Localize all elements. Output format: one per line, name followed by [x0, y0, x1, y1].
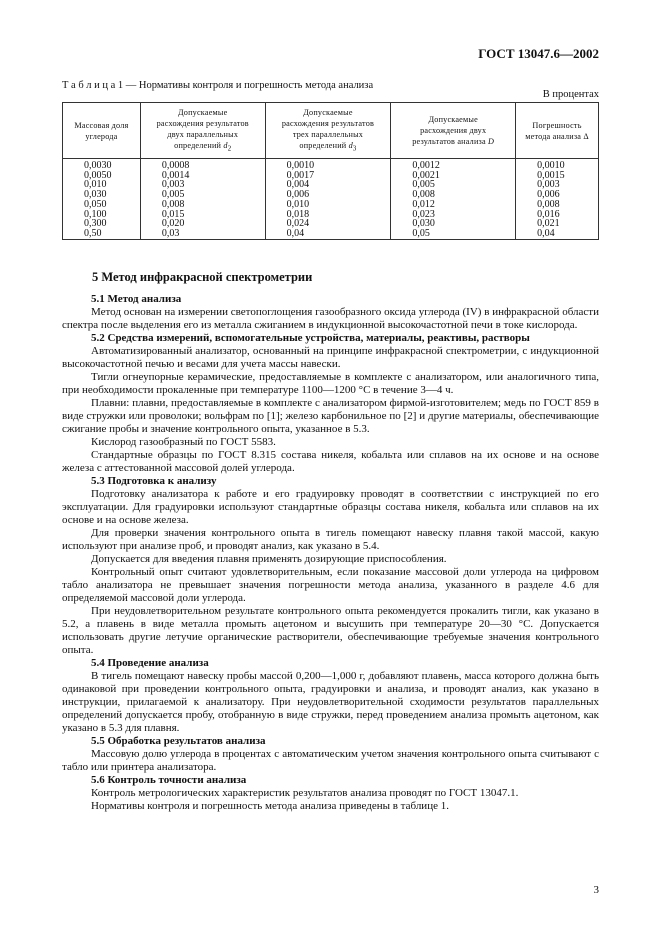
subsection-heading: 5.4 Проведение анализа: [91, 657, 209, 669]
table-cell: 0,016: [516, 210, 599, 220]
table-cell: 0,008: [140, 200, 265, 210]
table-cell: 0,015: [140, 210, 265, 220]
subsection-heading: 5.3 Подготовка к анализу: [91, 475, 217, 487]
paragraph: Для проверки значения контрольного опыта в тигель помещают навеску плавня такой массой, какую используют при анализе проб, и проводят анализ, как указано в 5.4.: [62, 527, 599, 552]
table-cell: 0,006: [265, 190, 391, 200]
table-row: [63, 159, 599, 171]
table-cell: 0,005: [140, 190, 265, 200]
paragraph: Контрольный опыт считают удовлетворительным, если показание массовой доли углерода на цифровом табло анализатора не превышает значения погрешности метода анализа, указанного в разделе 4.6 для определяемой массовой доли углерода.: [62, 566, 599, 604]
table-cell: 0,0014: [140, 171, 265, 181]
paragraph: Стандартные образцы по ГОСТ 8.315 состава никеля, кобальта или сплавов на их основе и на основе железа с аттестованной массовой долей углерода.: [62, 449, 599, 474]
table-cell: 0,050: [63, 200, 141, 210]
norms-table: [62, 102, 599, 240]
table-cell: 0,03: [140, 229, 265, 239]
table-cell: 0,04: [265, 229, 391, 239]
table-cell: 0,0030: [63, 159, 141, 171]
paragraph: Автоматизированный анализатор, основанный на принципе инфракрасной спектрометрии, с индукционной высокочастотной печью и весами для учета массы навески.: [62, 345, 599, 370]
paragraph: Контроль метрологических характеристик результатов анализа проводят по ГОСТ 13047.1.: [91, 787, 519, 799]
table-cell: 0,008: [516, 200, 599, 210]
table-cell: 0,020: [140, 219, 265, 229]
paragraph: В тигель помещают навеску пробы массой 0,200—1,000 г, добавляют плавень, масса которого должна быть одинаковой при проведении контрольного опыта, градуировки и анализа, и проводят анализ, как указано в инструкции, прилагаемой к анализатору. При неудовлетворительной сходимости результатов параллельных определений допускается пробу, отобранную в виде стружки, перед проведением анализа промыть ацетоном, как указано в 5.3 для плавня.: [62, 670, 599, 734]
table-row: [63, 210, 599, 220]
column-header: Массовая доля углерода: [63, 103, 141, 159]
table-cell: 0,030: [63, 190, 141, 200]
table-cell: 0,024: [265, 219, 391, 229]
table-cell: 0,05: [391, 229, 516, 239]
section-title: 5 Метод инфракрасной спектрометрии: [92, 270, 313, 284]
column-header: Допускаемые расхождения двух результатов анализа D: [391, 103, 516, 159]
table-body: [63, 159, 599, 240]
table-row: [63, 180, 599, 190]
column-header: Погрешность метода анализа Δ: [516, 103, 599, 159]
table-cell: 0,0015: [516, 171, 599, 181]
table-row: [63, 190, 599, 200]
table-cell: 0,005: [391, 180, 516, 190]
section-body: [62, 293, 599, 813]
table-cell: 0,0008: [140, 159, 265, 171]
subsection-heading: 5.6 Контроль точности анализа: [91, 774, 247, 786]
table-cell: 0,008: [391, 190, 516, 200]
subsection-heading: 5.2 Средства измерений, вспомогательные устройства, материалы, реактивы, растворы: [91, 332, 530, 344]
table-cell: 0,018: [265, 210, 391, 220]
table-cell: 0,0021: [391, 171, 516, 181]
subsection-heading: 5.5 Обработка результатов анализа: [91, 735, 266, 747]
table-cell: 0,04: [516, 229, 599, 239]
table-cell: 0,0012: [391, 159, 516, 171]
table-row: [63, 219, 599, 229]
table-cell: 0,010: [265, 200, 391, 210]
paragraph: Плавни: плавни, предоставляемые в комплекте с анализатором фирмой-изготовителем; медь по ГОСТ 859 в виде стружки или проволоки; вольфрам по [1]; железо карбонильное по [2] и другие материалы, обеспечивающие сжигание пробы и значение контрольного опыта, указанное в 5.3.: [62, 397, 599, 435]
table-cell: 0,023: [391, 210, 516, 220]
table-cell: 0,006: [516, 190, 599, 200]
table-cell: 0,010: [63, 180, 141, 190]
table-cell: 0,0017: [265, 171, 391, 181]
subsection-heading: 5.1 Метод анализа: [91, 293, 182, 305]
page-number: 3: [593, 884, 599, 896]
table-cell: 0,50: [63, 229, 141, 239]
paragraph: Подготовку анализатора к работе и его градуировку проводят в соответствии с инструкцией по его эксплуатации. Для градуировки используют стандартные образцы состава никеля, кобальта или сплавов на их основе и на основе железа.: [62, 488, 599, 526]
document-code: ГОСТ 13047.6—2002: [478, 46, 599, 61]
paragraph: При неудовлетворительном результате контрольного опыта рекомендуется прокалить тигли, как указано в 5.2, а плавень в виде металла промыть ацетоном и высушить при температуре 20—30 °С. Допускается использовать другие летучие органические растворители, обеспечивающие требуемые значения контрольного опыта.: [62, 605, 599, 656]
table-caption: Т а б л и ц а 1 — Нормативы контроля и погрешность метода анализа: [62, 80, 374, 91]
table-cell: 0,012: [391, 200, 516, 210]
paragraph: Кислород газообразный по ГОСТ 5583.: [91, 436, 276, 448]
table-unit: В процентах: [542, 89, 599, 100]
paragraph: Метод основан на измерении светопоглощения газообразного оксида углерода (IV) в инфракрасной области спектра после выделения его из металла сжиганием в индукционной высокочастотной печи в токе кислорода.: [62, 306, 599, 331]
table-cell: 0,300: [63, 219, 141, 229]
table-row: [63, 200, 599, 210]
table-cell: 0,003: [140, 180, 265, 190]
paragraph: Нормативы контроля и погрешность метода анализа приведены в таблице 1.: [91, 800, 449, 812]
paragraph: Массовую долю углерода в процентах с автоматическим учетом значения контрольного опыта считывают с табло или принтера анализатора.: [62, 748, 599, 773]
table-row: [63, 229, 599, 239]
table-cell: 0,100: [63, 210, 141, 220]
table-cell: 0,004: [265, 180, 391, 190]
column-header: Допускаемые расхождения результатов трех параллельных определений $d_3$: [265, 103, 391, 159]
table-cell: 0,0050: [63, 171, 141, 181]
paragraph: Тигли огнеупорные керамические, предоставляемые в комплекте с анализатором, или аналогичного типа, при необходимости прокаленные при температуре 1100—1200 °С в течение 3—4 ч.: [62, 371, 599, 396]
table-row: [63, 171, 599, 181]
table-cell: 0,003: [516, 180, 599, 190]
column-header: Допускаемые расхождения результатов двух параллельных определений $d_2$: [140, 103, 265, 159]
table-cell: 0,021: [516, 219, 599, 229]
table-cell: 0,0010: [516, 159, 599, 171]
table-header-row: [63, 103, 599, 159]
table-cell: 0,030: [391, 219, 516, 229]
table-cell: 0,0010: [265, 159, 391, 171]
paragraph: Допускается для введения плавня применять дозирующие приспособления.: [91, 553, 447, 565]
